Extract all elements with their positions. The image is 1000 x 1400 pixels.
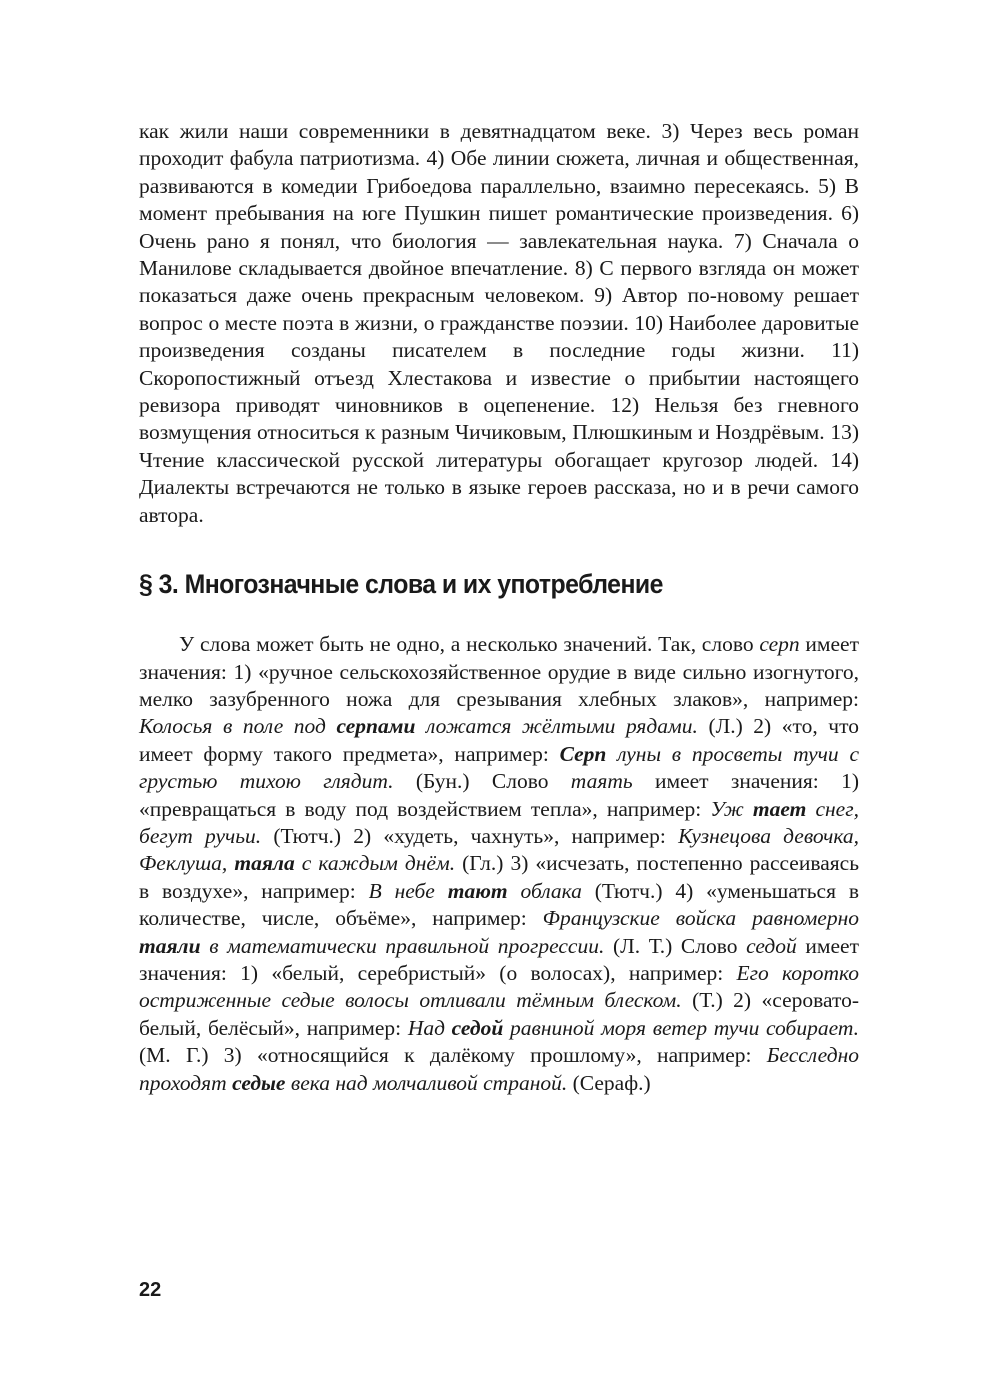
paragraph-run: имеет значения: 1) «белый, серебристый» (о волосах), например:	[139, 933, 859, 985]
paragraph-run: серп	[759, 632, 800, 657]
paragraph-run: равниной моря ветер тучи собирает.	[503, 1015, 859, 1040]
paragraph-run: седые	[232, 1070, 286, 1095]
paragraph-run: У слова может быть не одно, а несколько значений. Так, слово	[179, 632, 760, 657]
paragraph-run: Колосья в поле под	[139, 714, 337, 739]
paragraph-run: Серп	[559, 741, 607, 766]
paragraph-run: седой	[451, 1015, 504, 1040]
paragraph-run: (Л.) 2) «то, что имеет форму такого предмета», например:	[139, 714, 859, 766]
paragraph-run: Над	[407, 1015, 452, 1040]
paragraph-run: В небе	[368, 878, 448, 903]
paragraph-run: (Л. Т.) Слово	[604, 933, 747, 958]
paragraph-run: века над молчаливой страной.	[285, 1070, 568, 1095]
paragraph-run: тают	[447, 878, 508, 903]
paragraph-run: тает	[752, 796, 807, 821]
paragraph-run: Уж	[710, 796, 753, 821]
section-heading: § 3. Многозначные слова и их употребление	[139, 569, 663, 600]
paragraph-run: (Сераф.)	[567, 1070, 651, 1095]
paragraph-run: Французские войска равномерно	[542, 906, 859, 931]
paragraph-run: (Бун.) Слово	[393, 769, 571, 794]
paragraph-run: (Тютч.) 4) «уменьшаться в количестве, числе, объёме», например:	[139, 878, 859, 931]
paragraph-run: луны в просветы тучи с грустью тихою глядит.	[139, 741, 859, 794]
paragraph-run: Кузнецова девочка, Феклуша,	[139, 823, 859, 876]
paragraph-run: с каждым днём.	[294, 851, 456, 876]
paragraph-run: (М. Г.) 3) «относящийся к далёкому прошлому», например:	[139, 1043, 767, 1068]
paragraph-run: (Гл.) 3) «исчезать, постепенно рассеиваясь в воздухе», например:	[139, 851, 860, 903]
paragraph-run: седой	[746, 933, 797, 958]
section-paragraph	[139, 631, 859, 1097]
paragraph-run: имеет значения: 1) «превращаться в воду под воздействием тепла», например:	[139, 769, 859, 821]
page-body	[139, 118, 859, 1097]
paragraph-run: снег, бегут ручьи.	[139, 796, 859, 848]
paragraph-run: имеет значения: 1) «ручное сельскохозяйственное орудие в виде сильно изогнутого, мелко зазубренного ножа для срезывания хлебных злаков», например:	[139, 632, 859, 711]
page-number: 22	[139, 1279, 162, 1301]
paragraph-run: облака	[507, 878, 582, 903]
paragraph-run: таяла	[234, 851, 295, 876]
paragraph-run: таять	[570, 769, 633, 794]
paragraph-run: (Т.) 2) «серовато-белый, белёсый», например:	[139, 988, 860, 1040]
paragraph-run: (Тютч.) 2) «худеть, чахнуть», например:	[261, 823, 679, 848]
paragraph-run: серпами	[336, 714, 416, 739]
paragraph-run: в математически правильной прогрессии.	[200, 933, 605, 958]
paragraph-run: Бесследно проходят	[139, 1043, 859, 1095]
paragraph-run: Его коротко остриженные седые волосы отливали тёмным блеском.	[139, 960, 859, 1013]
continuation-paragraph: как жили наши современники в девятнадцатом веке. 3) Через весь роман проходит фабула патриотизма. 4) Обе линии сюжета, личная и общественная, развиваются в комедии Грибоедова параллельно, взаимно пересекаясь. 5) В момент пребывания на юге Пушкин пишет романтические произведения. 6) Очень рано я понял, что биология — завлекательная наука. 7) Сначала о Манилове складывается двойное впечатление. 8) С первого взгляда он может показаться даже очень прекрасным человеком. 9) Автор по-новому решает вопрос о месте поэта в жизни, о гражданстве поэзии. 10) Наиболее даровитые произведения созданы писателем в последние годы жизни. 11) Скоропостижный отъезд Хлестакова и известие о прибытии настоящего ревизора приводят чиновников в оцепенение. 12) Нельзя без гневного возмущения относиться к разным Чичиковым, Плюшкиным и Ноздрёвым. 13) Чтение классической русской литературы обогащает кругозор людей. 14) Диалекты встречаются не только в языке героев рассказа, но и в речи самого автора.	[139, 119, 859, 527]
paragraph-run: таяли	[139, 933, 201, 958]
paragraph-run: ложатся жёлтыми рядами.	[415, 714, 698, 739]
